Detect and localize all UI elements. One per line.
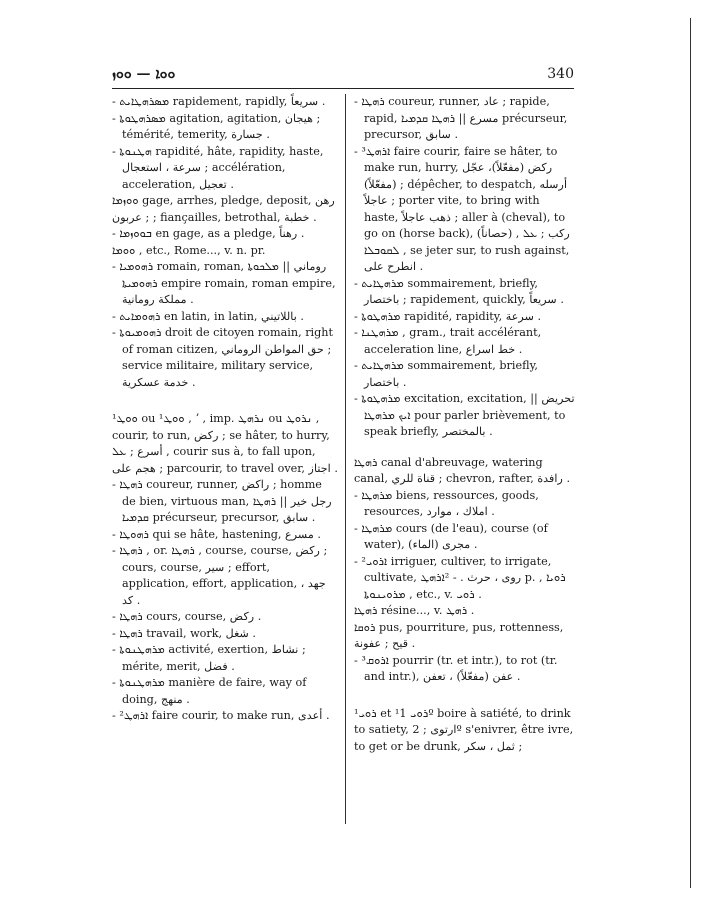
dictionary-entry: - ܡܪܗܛܐܝܬ sommairement, briefly, باختصار ; rapidement, quickly, سريعاً . — [354, 276, 564, 306]
dictionary-entry: - ܪܗܘܡܝܐ romain, roman, روماني || ܡܠܟܘܬܐ ܪܗܘܡܝܬܐ empire romain, roman empire, مملكة رومانية . — [112, 260, 336, 306]
dictionary-entry: - ܡܪܗܛܘܬܐ rapidité, rapidity, سرعة . — [354, 309, 542, 323]
dictionary-entry: - ܡܪܗܛܢܘܬܐ activité, exertion, نشاط ; mérite, merit, فضل . — [112, 643, 306, 673]
dictionary-entry: - ܪܗܛܐ travail, work, شغل . — [112, 626, 256, 640]
dictionary-entry: - ³ܐܪܗܛ faire courir, faire se hâter, to make run, hurry, ركض (مفعّلاً)، عجّل (مفعّلاً) ; dépêcher, to despatch, أرسله عاجلاً ; porter vite, to bring with haste, ذهب عاجلاً ; aller à (cheval), to go on (horse back), (حصاناً) ركب ; ܥܠ , ܠܩܘܒܠܐ , se jeter sur, to rush against, انطرح على . — [354, 144, 570, 273]
dictionary-entry: ܘܘܙܡܐ gage, arrhes, pledge, deposit, رهن ; عربون ; fiançailles, betrothal, خطبة . — [112, 194, 335, 224]
page-number: 340 — [547, 66, 574, 82]
dictionary-entry: - ܪܗܛܐ , or. ܪܗܛܐ , course, course, ركض ; cours, course, سير ; effort, application, effort, application, جهد ، كد . — [112, 544, 328, 607]
dictionary-entry: - ܗܛܢܘܬܐ rapidité, hâte, rapidity, haste, سرعة ، استعجال ; accélération, acceleration, تعجيل . — [112, 144, 324, 191]
dictionary-entry: - ܡܣܪܗܛܐܝܬ rapidement, rapidly, سريعاً . — [112, 95, 326, 108]
dictionary-entry: ܪܘܩܐ pus, pourriture, pus, rottenness, قيح ; عفونة . — [354, 620, 564, 650]
dictionary-entry: - ܪܗܛܐ coureur, runner, عاد ; rapide, rapid, مسرع || ܪܗܛܐ ܩܕܡܝܐ précurseur, precursor, سابق . — [354, 95, 568, 141]
running-header — [112, 66, 574, 88]
dictionary-entry: - ܡܪܗܛܢܘܬܐ manière de faire, way of doing, منهج . — [112, 676, 307, 706]
header-guide-words: ܘܘܐ — ܘܘܙ — [112, 66, 176, 82]
dictionary-entry: ܪܗܛܐ canal d'abreuvage, watering canal, قناة للري ; chevron, rafter, رافدة . — [354, 455, 571, 485]
dictionary-entry: - ܡܪܗܛܐ cours (de l'eau), course (of water), (الماء) مجرى . — [354, 521, 548, 551]
dictionary-entry: - ܪܗܘܡܐܝܬ en latin, in latin, باللاتيني . — [112, 309, 304, 323]
dictionary-entry: - ܪܗܛܐ coureur, runner, راكض ; homme de bien, virtuous man, رجل خير || ܪܗܛܐ ܩܕܡܝܐ précurseur, precursor, سابق . — [112, 478, 332, 524]
dictionary-entry: - ܡܪܗܛܐ biens, ressources, goods, resources, املاك ، موارد . — [354, 488, 539, 518]
column-divider — [345, 94, 346, 824]
dictionary-entry: ܘܘܡܐ , etc., Rome..., v. n. pr. — [112, 243, 266, 257]
right-column — [354, 94, 576, 755]
dictionary-entry: - ܡܪܗܛܐܝܬ sommairement, briefly, باختصار . — [354, 359, 538, 389]
dictionary-entry: ܪܗܛܐ résine..., v. ܪܗܛ . — [354, 604, 475, 617]
header-rule — [112, 88, 574, 89]
dictionary-entry: - ܒܘܘܙܡܐ en gage, as a pledge, رهناً . — [112, 227, 305, 240]
dictionary-entry: ¹ܘܘܛ ou ¹ܘܘܛ , ʼ , imp. ܢܪܗܛ ou ܢܪܘܛ , courir, to run, ركض ; se hâter, to hurry, أسرع ; ܥܠ , courir sus à, to fall upon, هجم على ; parcourir, to travel over, اجتاز . — [112, 412, 338, 475]
dictionary-entry: - ܡܪܗܛܘܬܐ excitation, excitation, تحريض || ܐܝܟ ܡܪܗܛܐ pour parler brièvement, to speak briefly, بالمختصر . — [354, 392, 575, 438]
dictionary-entry: - ܡܪܗܛܢܐ , gram., trait accélérant, acceleration line, خط اسراع . — [354, 326, 542, 356]
dictionary-entry: - ܪܗܘܡܝܘܬܐ droit de citoyen romain, right of roman citizen, حق المواطن الروماني ; service militaire, military service, خدمة عسكرية . — [112, 326, 333, 389]
dictionary-entry: - ²ܐܪܘܝ irriguer, cultiver, to irrigate, cultivate, روى ، حرث . - ²ܐܪܗܛ p. ܪܘܝܐ , ܡܪܘܝܢܘܬܐ , etc., v. ܪܘܝ . — [354, 554, 566, 601]
dictionary-entry: - ³ܐܪܘܩ pourrir (tr. et intr.), to rot (tr. and intr.), عفن (مفعّلاً) ، تعفن . — [354, 653, 558, 683]
dictionary-entry: - ²ܐܪܗܛ faire courir, to make run, أعدى . — [112, 709, 330, 722]
dictionary-entry: ¹ܪܘܝ et ¹ܪܘܝ 1º boire à satiété, to drink to satiety, ارتوى ; 2º s'enivrer, être ivre, to get or be drunk, ثمل ، سكر ; — [354, 706, 574, 753]
dictionary-entry: - ܡܣܪܗܛܘܬܐ agitation, agitation, هيجان ; témérité, temerity, جسارة . — [112, 111, 321, 141]
left-column — [112, 94, 338, 725]
dictionary-entry: - ܪܗܘܛܐ qui se hâte, hastening, مسرع . — [112, 527, 321, 541]
page-edge-rule — [690, 18, 691, 888]
dictionary-entry: - ܪܗܛܐ cours, course, ركض . — [112, 610, 262, 623]
